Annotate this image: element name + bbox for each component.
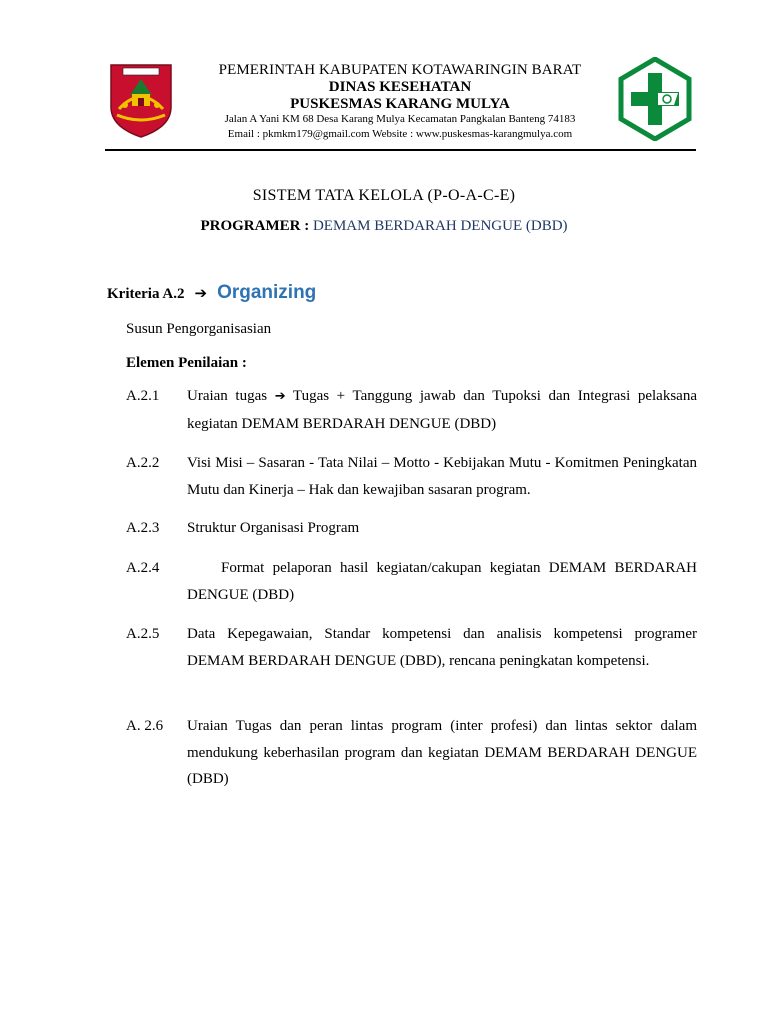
program-name: DEMAM BERDARAH DENGUE (DBD) — [312, 218, 568, 234]
item-number: A.2.2 — [126, 455, 160, 471]
item-number: A.2.3 — [126, 520, 160, 536]
program-label: PROGRAMER : — [200, 218, 313, 234]
document-title: SISTEM TATA KELOLA (P-O-A-C-E) — [252, 187, 516, 204]
letterhead-department: DINAS KESEHATAN — [328, 79, 472, 95]
item-text — [187, 383, 697, 437]
letterhead-address: Jalan A Yani KM 68 Desa Karang Mulya Kecamatan Pangkalan Banteng 74183 — [224, 113, 576, 125]
item-number: A.2.5 — [126, 626, 160, 642]
letterhead-puskesmas: PUSKESMAS KARANG MULYA — [290, 96, 510, 112]
item-text: Visi Misi – Sasaran - Tata Nilai – Motto - Kebijakan Mutu - Komitmen Peningkatan Mutu dan Kinerja – Hak dan kewajiban sasaran program. — [187, 455, 697, 498]
health-cross-icon — [618, 57, 692, 141]
subtitle: Susun Pengorganisasian — [126, 321, 272, 337]
letterhead-contact: Email : pkmkm179@gmail.com Website : www.puskesmas-karangmulya.com — [227, 128, 573, 140]
section-heading: Organizing — [217, 282, 317, 303]
elemen-heading: Elemen Penilaian : — [126, 355, 247, 371]
item-text-post: Tugas + Tanggung jawab dan Tupoksi dan Integrasi pelaksana kegiatan DEMAM BERDARAH DENGUE (DBD) — [187, 388, 697, 432]
item-text: Struktur Organisasi Program — [187, 520, 360, 536]
letterhead-government: PEMERINTAH KABUPATEN KOTAWARINGIN BARAT — [218, 62, 582, 78]
item-number: A.2.1 — [126, 388, 160, 404]
item-number: A. 2.6 — [126, 718, 164, 734]
item-text: Data Kepegawaian, Standar kompetensi dan analisis kompetensi programer DEMAM BERDARAH DENGUE (DBD), rencana peningkatan kompetensi. — [187, 626, 697, 669]
kriteria-line — [107, 282, 316, 304]
letterhead-divider — [105, 149, 696, 151]
right-arrow-icon: ➔ — [194, 284, 208, 302]
regency-emblem-icon — [105, 61, 177, 139]
item-text-pre: Uraian tugas — [187, 388, 275, 404]
right-arrow-icon: ➔ — [274, 389, 286, 404]
program-line — [0, 218, 768, 235]
item-number: A.2.4 — [126, 560, 160, 576]
item-text: Format pelaporan hasil kegiatan/cakupan kegiatan DEMAM BERDARAH DENGUE (DBD) — [187, 560, 697, 603]
item-text: Uraian Tugas dan peran lintas program (inter profesi) dan lintas sektor dalam mendukung keberhasilan program dan kegiatan DEMAM BERDARAH DENGUE (DBD) — [187, 718, 697, 787]
kriteria-label: Kriteria A.2 — [107, 286, 185, 302]
